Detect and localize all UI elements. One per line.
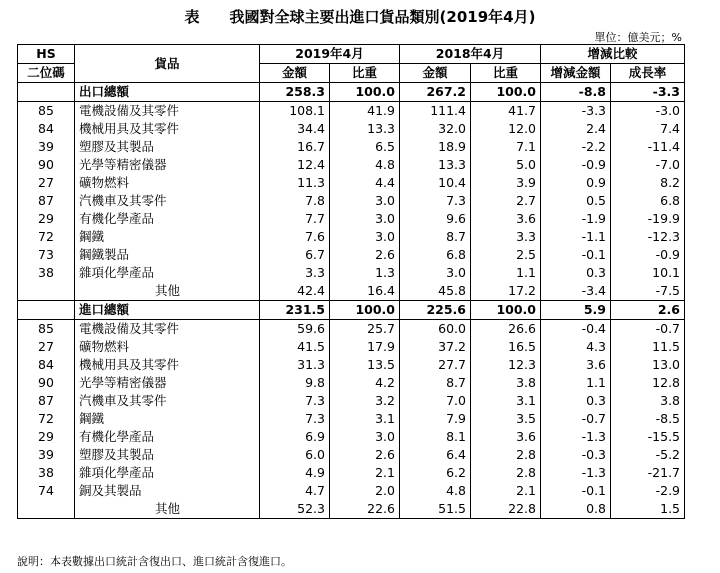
table-row [18, 138, 685, 156]
cell-a2018: 6.2 [400, 464, 471, 482]
header-item: 貨品 [75, 45, 260, 83]
item-name: 塑膠及其製品 [75, 138, 260, 156]
table-row [18, 264, 685, 282]
hs-code: 87 [18, 392, 75, 410]
cell-s2019: 3.1 [330, 410, 400, 428]
cell-growth: 3.8 [611, 392, 685, 410]
hs-code: 72 [18, 410, 75, 428]
table-row [18, 428, 685, 446]
table-row [18, 338, 685, 356]
cell-growth: 1.5 [611, 500, 685, 519]
cell-s2018: 3.5 [471, 410, 541, 428]
header-diff: 增減金額 [541, 64, 611, 83]
cell-a2019: 4.9 [260, 464, 330, 482]
cell-a2018: 27.7 [400, 356, 471, 374]
cell-s2018: 26.6 [471, 320, 541, 339]
table-row [18, 228, 685, 246]
hs-code: 85 [18, 320, 75, 339]
cell-a2018: 8.7 [400, 374, 471, 392]
cell-growth: -0.7 [611, 320, 685, 339]
cell-a2019: 4.7 [260, 482, 330, 500]
hs-code: 90 [18, 374, 75, 392]
hs-code: 38 [18, 264, 75, 282]
cell-a2018: 32.0 [400, 120, 471, 138]
cell-s2018: 3.6 [471, 428, 541, 446]
item-name: 出口總額 [75, 83, 260, 102]
cell-s2019: 17.9 [330, 338, 400, 356]
cell-growth: -8.5 [611, 410, 685, 428]
item-name: 鋼鐵 [75, 228, 260, 246]
cell-growth: 2.6 [611, 301, 685, 320]
cell-s2018: 2.1 [471, 482, 541, 500]
table-row [18, 192, 685, 210]
cell-diff: -0.1 [541, 482, 611, 500]
cell-a2019: 6.9 [260, 428, 330, 446]
cell-growth: -3.0 [611, 102, 685, 121]
hs-code [18, 500, 75, 519]
unit-note: 單位：億美元；% [594, 31, 682, 44]
table-row [18, 174, 685, 192]
header-share-2018: 比重 [471, 64, 541, 83]
table-row [18, 464, 685, 482]
cell-growth: -12.3 [611, 228, 685, 246]
item-name: 銅及其製品 [75, 482, 260, 500]
cell-s2018: 3.8 [471, 374, 541, 392]
cell-a2018: 10.4 [400, 174, 471, 192]
cell-diff: -0.4 [541, 320, 611, 339]
item-name: 機械用具及其零件 [75, 356, 260, 374]
table-body [18, 83, 685, 519]
cell-a2018: 8.1 [400, 428, 471, 446]
cell-s2019: 1.3 [330, 264, 400, 282]
cell-growth: -19.9 [611, 210, 685, 228]
cell-a2019: 16.7 [260, 138, 330, 156]
hs-code: 39 [18, 446, 75, 464]
cell-a2018: 6.8 [400, 246, 471, 264]
cell-a2019: 9.8 [260, 374, 330, 392]
header-growth: 成長率 [611, 64, 685, 83]
cell-growth: -21.7 [611, 464, 685, 482]
cell-s2018: 3.9 [471, 174, 541, 192]
page-title: 表 我國對全球主要出進口貨品類別(2019年4月) [184, 8, 536, 26]
header-amount-2019: 金額 [260, 64, 330, 83]
table-row [18, 392, 685, 410]
cell-a2018: 7.9 [400, 410, 471, 428]
cell-diff: -3.4 [541, 282, 611, 301]
header-hs: HS [18, 45, 75, 64]
item-name: 汽機車及其零件 [75, 392, 260, 410]
table-row [18, 210, 685, 228]
cell-a2019: 7.3 [260, 392, 330, 410]
item-name: 礦物燃料 [75, 338, 260, 356]
cell-s2018: 3.6 [471, 210, 541, 228]
cell-a2019: 231.5 [260, 301, 330, 320]
cell-a2018: 37.2 [400, 338, 471, 356]
trade-table [17, 44, 685, 519]
item-name: 塑膠及其製品 [75, 446, 260, 464]
cell-diff: 0.3 [541, 264, 611, 282]
header-hs2: 二位碼 [18, 64, 75, 83]
cell-a2019: 108.1 [260, 102, 330, 121]
cell-s2018: 17.2 [471, 282, 541, 301]
cell-diff: 1.1 [541, 374, 611, 392]
cell-growth: 10.1 [611, 264, 685, 282]
cell-a2019: 7.8 [260, 192, 330, 210]
cell-diff: -8.8 [541, 83, 611, 102]
cell-growth: -7.0 [611, 156, 685, 174]
cell-growth: -11.4 [611, 138, 685, 156]
total-row [18, 83, 685, 102]
cell-s2019: 13.5 [330, 356, 400, 374]
cell-s2019: 100.0 [330, 301, 400, 320]
cell-s2019: 3.2 [330, 392, 400, 410]
hs-code: 27 [18, 174, 75, 192]
item-name: 其他 [75, 282, 260, 301]
item-name: 汽機車及其零件 [75, 192, 260, 210]
cell-s2018: 1.1 [471, 264, 541, 282]
cell-a2018: 13.3 [400, 156, 471, 174]
table-row [18, 282, 685, 301]
cell-diff: -1.3 [541, 464, 611, 482]
cell-growth: -0.9 [611, 246, 685, 264]
cell-s2019: 22.6 [330, 500, 400, 519]
cell-a2018: 111.4 [400, 102, 471, 121]
hs-code [18, 282, 75, 301]
hs-code: 39 [18, 138, 75, 156]
table-row [18, 120, 685, 138]
cell-growth: -3.3 [611, 83, 685, 102]
hs-code: 84 [18, 120, 75, 138]
cell-diff: 0.9 [541, 174, 611, 192]
cell-s2018: 2.7 [471, 192, 541, 210]
cell-a2018: 225.6 [400, 301, 471, 320]
cell-s2019: 6.5 [330, 138, 400, 156]
item-name: 光學等精密儀器 [75, 374, 260, 392]
cell-a2018: 267.2 [400, 83, 471, 102]
cell-diff: -3.3 [541, 102, 611, 121]
cell-a2019: 6.7 [260, 246, 330, 264]
cell-diff: 5.9 [541, 301, 611, 320]
cell-s2018: 2.5 [471, 246, 541, 264]
cell-a2019: 34.4 [260, 120, 330, 138]
cell-s2019: 41.9 [330, 102, 400, 121]
item-name: 鋼鐵 [75, 410, 260, 428]
cell-growth: -15.5 [611, 428, 685, 446]
item-name: 鋼鐵製品 [75, 246, 260, 264]
cell-s2018: 12.3 [471, 356, 541, 374]
cell-s2018: 12.0 [471, 120, 541, 138]
header-2019: 2019年4月 [260, 45, 400, 64]
hs-code: 72 [18, 228, 75, 246]
item-name: 雜項化學產品 [75, 264, 260, 282]
cell-diff: 3.6 [541, 356, 611, 374]
cell-diff: -0.3 [541, 446, 611, 464]
cell-s2019: 13.3 [330, 120, 400, 138]
header-share-2019: 比重 [330, 64, 400, 83]
cell-a2019: 59.6 [260, 320, 330, 339]
header-2018: 2018年4月 [400, 45, 541, 64]
item-name: 雜項化學產品 [75, 464, 260, 482]
cell-a2018: 18.9 [400, 138, 471, 156]
cell-diff: -1.9 [541, 210, 611, 228]
cell-a2019: 12.4 [260, 156, 330, 174]
cell-a2018: 7.0 [400, 392, 471, 410]
cell-growth: 11.5 [611, 338, 685, 356]
item-name: 進口總額 [75, 301, 260, 320]
cell-diff: 4.3 [541, 338, 611, 356]
cell-a2019: 3.3 [260, 264, 330, 282]
cell-a2019: 42.4 [260, 282, 330, 301]
cell-a2019: 7.7 [260, 210, 330, 228]
hs-code: 73 [18, 246, 75, 264]
cell-s2019: 2.6 [330, 446, 400, 464]
header-amount-2018: 金額 [400, 64, 471, 83]
hs-code: 87 [18, 192, 75, 210]
table-row [18, 356, 685, 374]
cell-growth: 12.8 [611, 374, 685, 392]
cell-s2018: 3.3 [471, 228, 541, 246]
item-name: 有機化學產品 [75, 428, 260, 446]
cell-s2018: 16.5 [471, 338, 541, 356]
table-row [18, 156, 685, 174]
item-name: 電機設備及其零件 [75, 320, 260, 339]
cell-a2019: 7.6 [260, 228, 330, 246]
total-row [18, 301, 685, 320]
table-row [18, 320, 685, 339]
header-change: 增減比較 [541, 45, 685, 64]
cell-a2018: 7.3 [400, 192, 471, 210]
table-row [18, 500, 685, 519]
cell-a2018: 9.6 [400, 210, 471, 228]
cell-s2018: 5.0 [471, 156, 541, 174]
cell-diff: 0.3 [541, 392, 611, 410]
cell-s2019: 3.0 [330, 192, 400, 210]
hs-code [18, 301, 75, 320]
hs-code: 74 [18, 482, 75, 500]
cell-a2018: 60.0 [400, 320, 471, 339]
hs-code: 29 [18, 428, 75, 446]
item-name: 其他 [75, 500, 260, 519]
cell-diff: -0.9 [541, 156, 611, 174]
cell-diff: 0.8 [541, 500, 611, 519]
cell-s2019: 4.2 [330, 374, 400, 392]
cell-growth: 6.8 [611, 192, 685, 210]
cell-diff: -0.1 [541, 246, 611, 264]
cell-a2018: 3.0 [400, 264, 471, 282]
hs-code [18, 83, 75, 102]
table-row [18, 446, 685, 464]
item-name: 電機設備及其零件 [75, 102, 260, 121]
cell-s2018: 2.8 [471, 464, 541, 482]
cell-a2018: 45.8 [400, 282, 471, 301]
cell-a2019: 7.3 [260, 410, 330, 428]
cell-diff: 0.5 [541, 192, 611, 210]
cell-a2019: 11.3 [260, 174, 330, 192]
hs-code: 90 [18, 156, 75, 174]
cell-diff: -0.7 [541, 410, 611, 428]
cell-growth: -2.9 [611, 482, 685, 500]
cell-a2018: 51.5 [400, 500, 471, 519]
cell-diff: -1.3 [541, 428, 611, 446]
item-name: 機械用具及其零件 [75, 120, 260, 138]
item-name: 礦物燃料 [75, 174, 260, 192]
cell-s2019: 3.0 [330, 428, 400, 446]
cell-s2018: 41.7 [471, 102, 541, 121]
hs-code: 84 [18, 356, 75, 374]
cell-diff: -2.2 [541, 138, 611, 156]
cell-s2018: 100.0 [471, 83, 541, 102]
cell-growth: 13.0 [611, 356, 685, 374]
item-name: 有機化學產品 [75, 210, 260, 228]
table-row [18, 102, 685, 121]
cell-a2018: 6.4 [400, 446, 471, 464]
cell-s2018: 100.0 [471, 301, 541, 320]
table-row [18, 374, 685, 392]
hs-code: 85 [18, 102, 75, 121]
cell-a2019: 31.3 [260, 356, 330, 374]
cell-s2018: 7.1 [471, 138, 541, 156]
cell-s2019: 3.0 [330, 210, 400, 228]
cell-a2019: 52.3 [260, 500, 330, 519]
table-row [18, 410, 685, 428]
cell-s2019: 16.4 [330, 282, 400, 301]
cell-diff: -1.1 [541, 228, 611, 246]
cell-s2019: 2.0 [330, 482, 400, 500]
cell-a2019: 6.0 [260, 446, 330, 464]
cell-s2018: 22.8 [471, 500, 541, 519]
cell-s2019: 4.8 [330, 156, 400, 174]
cell-a2019: 258.3 [260, 83, 330, 102]
item-name: 光學等精密儀器 [75, 156, 260, 174]
cell-a2018: 4.8 [400, 482, 471, 500]
cell-s2019: 2.1 [330, 464, 400, 482]
cell-growth: -5.2 [611, 446, 685, 464]
table-row [18, 482, 685, 500]
cell-s2019: 3.0 [330, 228, 400, 246]
cell-s2018: 3.1 [471, 392, 541, 410]
cell-s2019: 100.0 [330, 83, 400, 102]
cell-growth: 7.4 [611, 120, 685, 138]
cell-s2018: 2.8 [471, 446, 541, 464]
hs-code: 29 [18, 210, 75, 228]
cell-s2019: 2.6 [330, 246, 400, 264]
footnote: 說明：本表數據出口統計含復出口、進口統計含復進口。 [17, 555, 292, 568]
cell-s2019: 4.4 [330, 174, 400, 192]
cell-diff: 2.4 [541, 120, 611, 138]
cell-growth: -7.5 [611, 282, 685, 301]
hs-code: 27 [18, 338, 75, 356]
hs-code: 38 [18, 464, 75, 482]
cell-growth: 8.2 [611, 174, 685, 192]
cell-a2018: 8.7 [400, 228, 471, 246]
cell-s2019: 25.7 [330, 320, 400, 339]
table-row [18, 246, 685, 264]
cell-a2019: 41.5 [260, 338, 330, 356]
